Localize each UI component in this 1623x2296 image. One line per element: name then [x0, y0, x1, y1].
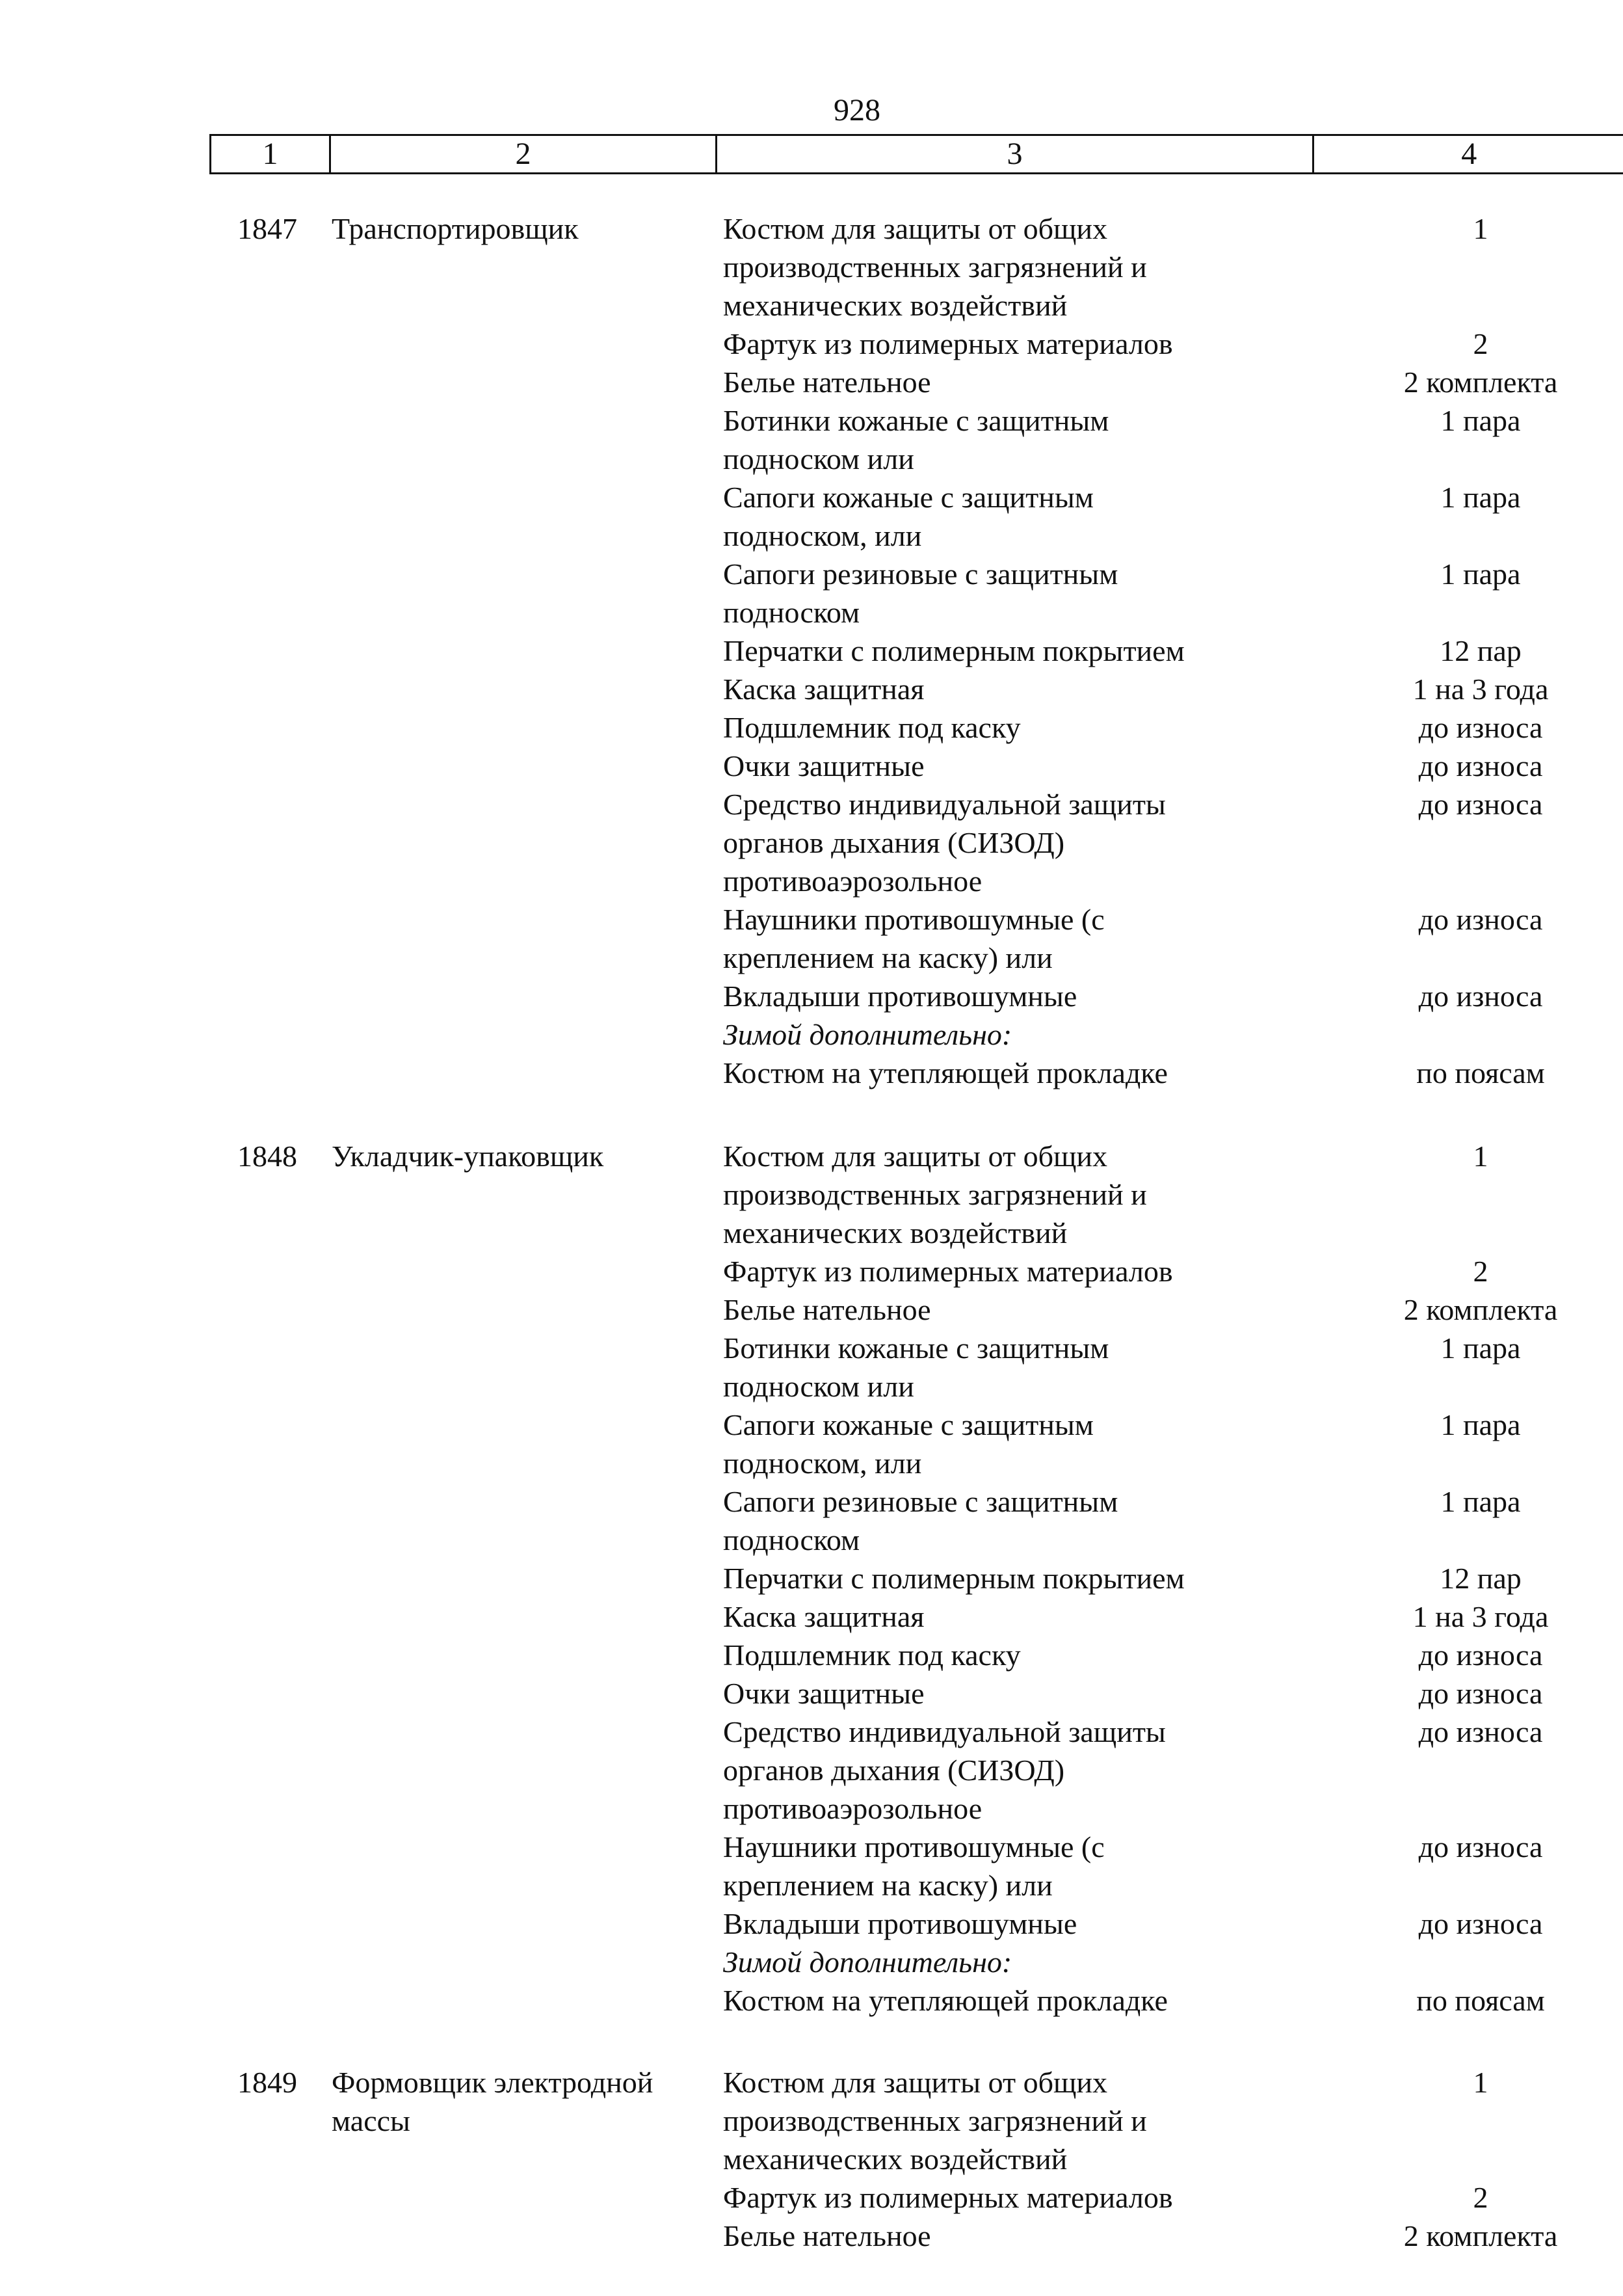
item-quantity: 1	[1473, 1140, 1488, 1173]
item-quantity: по поясам	[1416, 1056, 1545, 1089]
item-quantity: 1	[1473, 212, 1488, 245]
item-quantity: до износа	[1418, 749, 1543, 782]
item-row	[723, 1329, 1623, 1406]
item-row	[723, 1597, 1623, 1636]
item-quantity	[1256, 1943, 1623, 1981]
entry-number: 1847	[237, 212, 297, 245]
item-quantity: до износа	[1418, 1715, 1543, 1748]
item-row	[723, 1137, 1623, 1252]
item-quantity: по поясам	[1416, 1984, 1545, 2017]
item-name: Перчатки с полимерным покрытием	[723, 1562, 1185, 1595]
entry-items	[723, 2063, 1623, 2255]
item-row	[723, 1406, 1623, 1482]
item-name: Костюм для защиты от общих производственных загрязнений и механических воздействий	[723, 2066, 1147, 2176]
item-name: Ботинки кожаные с защитным подноском или	[723, 404, 1109, 475]
item-quantity: до износа	[1418, 1638, 1543, 1672]
item-quantity: 2	[1473, 1255, 1488, 1288]
item-quantity: 2	[1473, 327, 1488, 360]
item-name: Белье нательное	[723, 2219, 931, 2252]
item-row	[723, 747, 1623, 785]
item-row	[723, 1981, 1623, 2020]
column-header-row	[211, 135, 1623, 174]
item-name: Средство индивидуальной защиты органов дыхания (СИЗОД) противоаэрозольное	[723, 1715, 1166, 1825]
item-name: Перчатки с полимерным покрытием	[723, 634, 1185, 667]
entry-items	[723, 1137, 1623, 2020]
item-name: Ботинки кожаные с защитным подноском или	[723, 1331, 1109, 1403]
item-quantity: 1 пара	[1440, 1485, 1521, 1518]
entry-number: 1849	[237, 2066, 297, 2099]
item-name: Каска защитная	[723, 1600, 925, 1633]
entry-number: 1848	[237, 1140, 297, 1173]
item-quantity: 1 на 3 года	[1412, 1600, 1549, 1633]
item-name: Белье нательное	[723, 366, 931, 399]
item-quantity: 1 на 3 года	[1412, 673, 1549, 706]
item-name: Фартук из полимерных материалов	[723, 1255, 1173, 1288]
item-row	[723, 1015, 1623, 1054]
item-row	[723, 900, 1623, 977]
item-quantity: 1 пара	[1440, 1408, 1521, 1441]
item-name: Зимой дополнительно:	[723, 1018, 1012, 1051]
item-quantity: 2	[1473, 2181, 1488, 2214]
item-name: Вкладыши противошумные	[723, 980, 1077, 1013]
item-name: Сапоги резиновые с защитным подноском	[723, 557, 1118, 629]
item-row	[723, 1713, 1623, 1828]
item-quantity: 1 пара	[1440, 1331, 1521, 1365]
page-number: 928	[834, 93, 880, 127]
item-quantity: до износа	[1418, 711, 1543, 744]
item-row	[723, 1674, 1623, 1713]
item-quantity: 2 комплекта	[1403, 1293, 1558, 1326]
item-row	[723, 209, 1623, 325]
item-row	[723, 1904, 1623, 1943]
item-name: Подшлемник под каску	[723, 1638, 1021, 1672]
item-row	[723, 1252, 1623, 1290]
item-name: Костюм на утепляющей прокладке	[723, 1056, 1168, 1089]
item-quantity: до износа	[1418, 1677, 1543, 1710]
item-row	[723, 1559, 1623, 1597]
item-row	[723, 785, 1623, 900]
item-quantity: 12 пар	[1440, 634, 1522, 667]
item-quantity: до износа	[1418, 980, 1543, 1013]
item-name: Очки защитные	[723, 1677, 925, 1710]
item-quantity: 1 пара	[1440, 557, 1521, 591]
item-name: Костюм для защиты от общих производственных загрязнений и механических воздействий	[723, 212, 1147, 322]
item-row	[723, 1054, 1623, 1092]
item-name: Вкладыши противошумные	[723, 1907, 1077, 1940]
item-row	[723, 2178, 1623, 2217]
item-row	[723, 325, 1623, 363]
item-quantity: 2 комплекта	[1403, 2219, 1558, 2252]
entry-profession: Укладчик-упаковщик	[332, 1140, 604, 1173]
item-quantity: до износа	[1418, 1830, 1543, 1863]
item-name: Зимой дополнительно:	[723, 1945, 1012, 1979]
column-header-table	[209, 134, 1623, 174]
item-name: Сапоги резиновые с защитным подноском	[723, 1485, 1118, 1556]
item-name: Наушники противошумные (с креплением на каску) или	[723, 903, 1105, 974]
entry-items	[723, 209, 1623, 1092]
item-quantity: 2 комплекта	[1403, 366, 1558, 399]
item-name: Сапоги кожаные с защитным подноском, или	[723, 481, 1094, 552]
item-row	[723, 1943, 1623, 1981]
item-quantity: 12 пар	[1440, 1562, 1522, 1595]
item-row	[723, 2063, 1623, 2178]
item-row	[723, 632, 1623, 670]
item-row	[723, 977, 1623, 1015]
item-name: Сапоги кожаные с защитным подноском, или	[723, 1408, 1094, 1480]
item-name: Наушники противошумные (с креплением на каску) или	[723, 1830, 1105, 1902]
item-quantity: 1 пара	[1440, 481, 1521, 514]
item-name: Подшлемник под каску	[723, 711, 1021, 744]
item-name: Белье нательное	[723, 1293, 931, 1326]
item-row	[723, 1482, 1623, 1559]
entry-profession: Формовщик электродной массы	[332, 2066, 653, 2137]
item-row	[723, 670, 1623, 708]
item-name: Средство индивидуальной защиты органов дыхания (СИЗОД) противоаэрозольное	[723, 788, 1166, 898]
item-quantity: до износа	[1418, 788, 1543, 821]
column-header-3: 3	[717, 135, 1313, 174]
item-quantity: 1	[1473, 2066, 1488, 2099]
item-row	[723, 401, 1623, 478]
item-row	[723, 708, 1623, 747]
column-header-2: 2	[330, 135, 717, 174]
item-name: Костюм на утепляющей прокладке	[723, 1984, 1168, 2017]
item-row	[723, 2217, 1623, 2255]
item-name: Фартук из полимерных материалов	[723, 2181, 1173, 2214]
column-header-4: 4	[1313, 135, 1623, 174]
column-header-1: 1	[211, 135, 330, 174]
item-name: Костюм для защиты от общих производственных загрязнений и механических воздействий	[723, 1140, 1147, 1249]
item-quantity: до износа	[1418, 1907, 1543, 1940]
entry-profession: Транспортировщик	[332, 212, 579, 245]
item-quantity: 1 пара	[1440, 404, 1521, 437]
item-name: Каска защитная	[723, 673, 925, 706]
item-row	[723, 1828, 1623, 1904]
item-quantity: до износа	[1418, 903, 1543, 936]
item-name: Очки защитные	[723, 749, 925, 782]
item-quantity	[1256, 1015, 1623, 1054]
item-row	[723, 1636, 1623, 1674]
item-row	[723, 1290, 1623, 1329]
item-row	[723, 478, 1623, 555]
item-row	[723, 363, 1623, 401]
item-name: Фартук из полимерных материалов	[723, 327, 1173, 360]
item-row	[723, 555, 1623, 632]
